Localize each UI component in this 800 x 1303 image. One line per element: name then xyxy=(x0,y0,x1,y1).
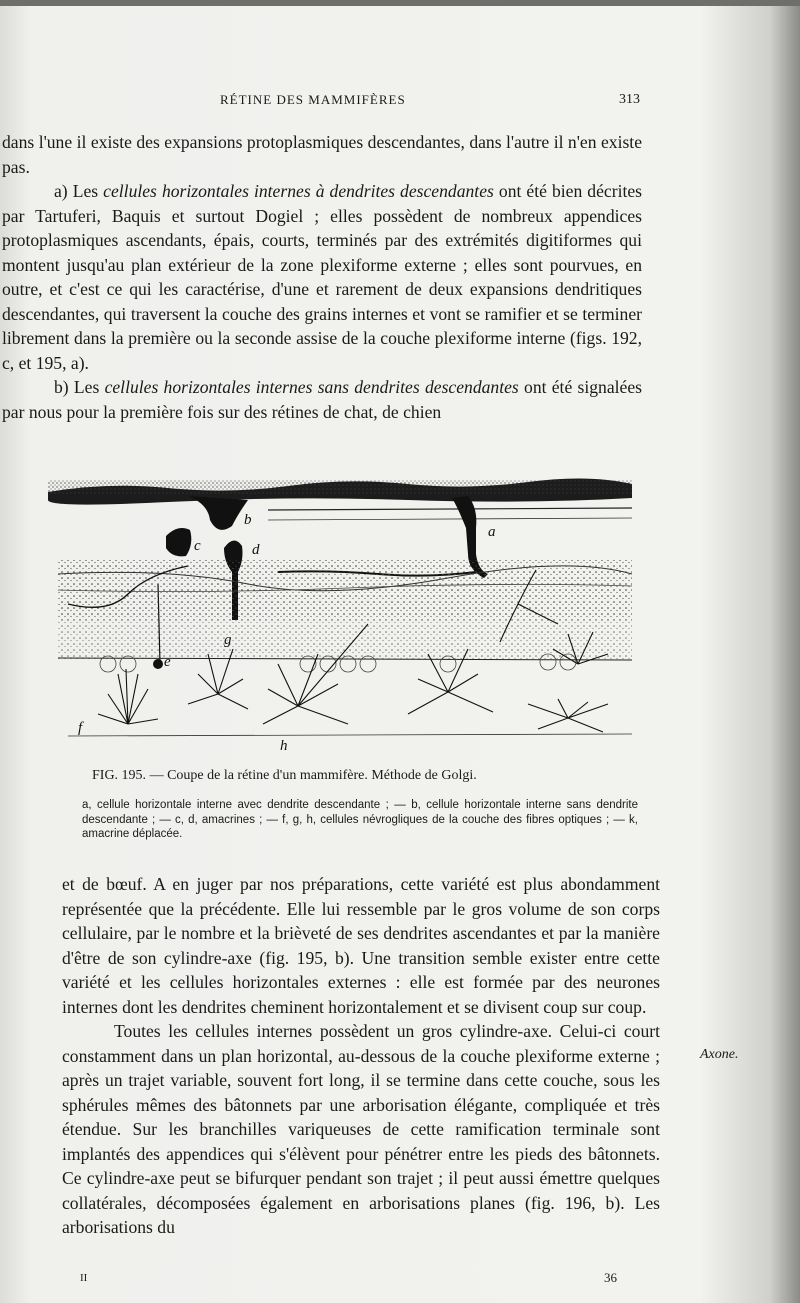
paragraph-a-text: ont été bien décrites par Tartuferi, Baquis et surtout Dogiel ; elles possèdent de nombreux appendices protoplasmiques ascendants, épais, courts, terminés par des extrémités digitiformes qui montent jusqu'au plan extérieur de la zone plexiforme externe ; elles sont pourvues, en outre, et c'est ce qui les caractérise, d'une et rarement de deux expansions dendritiques descendantes, qui traversent la couche des grains internes et vont se ramifier et se terminer librement dans la première ou la seconde assise de la couche plexiforme interne (figs. 192, c, et 195, a). xyxy=(2,181,642,373)
paragraph-b-text: ont été signalées par nous pour la première fois sur des rétines de chat, de chien xyxy=(2,377,642,422)
figure-label-h: h xyxy=(280,738,288,754)
figure-legend: a, cellule horizontale interne avec dendrite descendante ; — b, cellule horizontale interne sans dendrite descendante ; — c, d, amacrines ; — f, g, h, cellules névrogliques de la couche des fibres optiques ; — k, amacrine déplacée. xyxy=(82,799,638,840)
page-header xyxy=(60,92,640,112)
cell-e-body xyxy=(153,659,163,669)
page-number: 313 xyxy=(619,92,640,107)
paragraph-continuation-bottom: et de bœuf. A en juger par nos préparations, cette variété est plus abondamment représentée que la précédente. Elle lui ressemble par le gros volume de son corps cellulaire, par le nombre et la brièveté de ses dendrites ascendantes et par la manière d'être de son cylindre-axe (fig. 195, b). Une transition semble exister entre cette variété et les cellules horizontales externes : elle est formée par des neurones internes dont les dendrites cheminent horizontalement et se divisent coup sur coup. xyxy=(62,874,660,1017)
margin-note: Axone. xyxy=(700,1047,739,1062)
figure-195-retina-drawing xyxy=(48,474,632,754)
figure-label-d: d xyxy=(252,542,260,558)
paragraph-b xyxy=(0,375,642,424)
paragraph-a-lead: Les xyxy=(72,181,99,201)
body-text-bottom xyxy=(0,872,660,1272)
figure-title: — Coupe de la rétine d'un mammifère. Méthode de Golgi. xyxy=(149,768,477,783)
figure-label-c: c xyxy=(194,538,201,554)
figure-label-e: e xyxy=(164,654,171,670)
sheet-number: 36 xyxy=(604,1270,617,1285)
paragraph-a xyxy=(0,179,642,375)
figure-label-b: b xyxy=(244,512,252,528)
page-top-edge xyxy=(0,0,800,6)
running-title: RÉTINE DES MAMMIFÈRES xyxy=(220,92,406,107)
figure-label-f: f xyxy=(78,720,83,736)
cell-c-body xyxy=(166,528,191,556)
figure-label-g: g xyxy=(224,632,232,648)
signature-mark: II xyxy=(80,1272,88,1284)
retina-illustration xyxy=(48,474,632,754)
body-text-top xyxy=(0,130,642,450)
paragraph-b-italic-term: cellules horizontales internes sans dendrites descendantes xyxy=(104,377,519,397)
paragraph-b-label: b) xyxy=(54,377,69,397)
paragraph-a-italic-term: cellules horizontales internes à dendrites descendantes xyxy=(103,181,494,201)
figure-number: FIG. 195. xyxy=(92,768,147,783)
figure-caption xyxy=(92,768,612,784)
paragraph-a-label: a) xyxy=(54,181,68,201)
figure-label-a: a xyxy=(488,524,496,540)
paragraph-b-lead: Les xyxy=(73,377,100,397)
cell-b-body xyxy=(188,496,248,530)
paragraph-axone: Toutes les cellules internes possèdent un gros cylindre-axe. Celui-ci court constamment dans un plan horizontal, au-dessous de la couche plexiforme externe ; après un trajet variable, souvent fort long, il se termine dans cette couche, sous les sphérules mêmes des bâtonnets par une arborisation élégante, compliquée et très étendue. Sur les branchilles variqueuses de cette ramification terminale sont implantés des appendices qui s'élèvent pour pénétrer entre les pieds des bâtonnets. Ce cylindre-axe peut se bifurquer pendant son trajet ; il peut aussi émettre quelques collatérales, décomposées également en arborisations planes (fig. 196, b). Les arborisations du xyxy=(62,1021,660,1237)
paragraph-continuation: dans l'une il existe des expansions protoplasmiques descendantes, dans l'autre il n'en existe pas. xyxy=(2,132,642,177)
